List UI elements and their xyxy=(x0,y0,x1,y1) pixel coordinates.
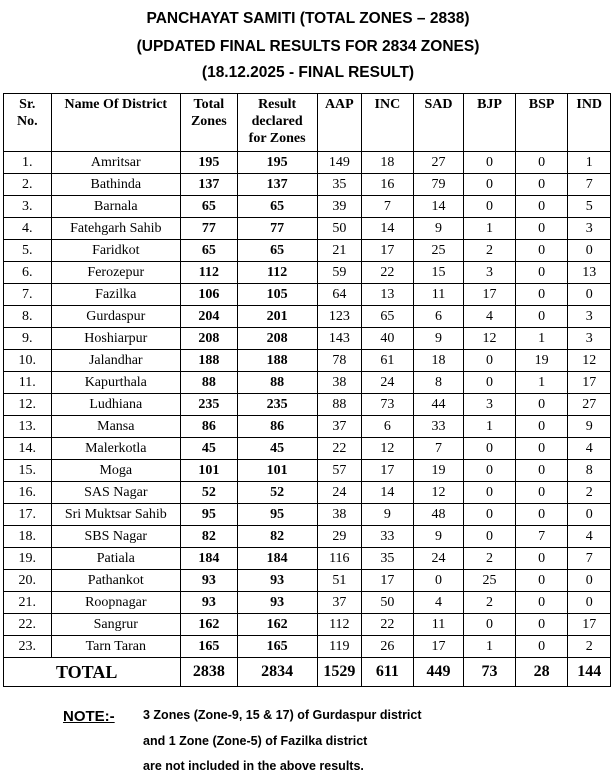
header-sr-no: Sr. No. xyxy=(4,94,52,152)
declared-zones: 201 xyxy=(237,306,317,328)
district-name: Sangrur xyxy=(51,614,180,636)
header-total-zones: Total Zones xyxy=(181,94,238,152)
table-row xyxy=(4,174,611,196)
total-zones: 45 xyxy=(181,438,238,460)
total-zones: 235 xyxy=(181,394,238,416)
total-zones: 195 xyxy=(181,152,238,174)
total-zones: 95 xyxy=(181,504,238,526)
aap-count: 59 xyxy=(317,262,362,284)
page-title: PANCHAYAT SAMITI (TOTAL ZONES – 2838) xyxy=(146,10,470,27)
ind-count: 0 xyxy=(568,504,611,526)
bjp-count: 0 xyxy=(464,460,516,482)
total-zones: 165 xyxy=(181,636,238,658)
total-zones: 106 xyxy=(181,284,238,306)
table-row xyxy=(4,526,611,548)
inc-count: 17 xyxy=(362,570,414,592)
aap-count: 64 xyxy=(317,284,362,306)
district-name: Bathinda xyxy=(51,174,180,196)
ind-count: 7 xyxy=(568,174,611,196)
declared-zones: 93 xyxy=(237,570,317,592)
aap-count: 29 xyxy=(317,526,362,548)
sad-count: 79 xyxy=(413,174,464,196)
ind-count: 5 xyxy=(568,196,611,218)
declared-zones: 93 xyxy=(237,592,317,614)
declared-zones: 86 xyxy=(237,416,317,438)
table-row xyxy=(4,592,611,614)
district-name: Ludhiana xyxy=(51,394,180,416)
bjp-count: 2 xyxy=(464,240,516,262)
bsp-count: 0 xyxy=(515,570,568,592)
bjp-count: 0 xyxy=(464,174,516,196)
total-zones: 101 xyxy=(181,460,238,482)
inc-count: 50 xyxy=(362,592,414,614)
header-bjp: BJP xyxy=(464,94,516,152)
sr-no: 20. xyxy=(4,570,52,592)
sr-no: 5. xyxy=(4,240,52,262)
declared-zones: 95 xyxy=(237,504,317,526)
table-row xyxy=(4,284,611,306)
district-name: Pathankot xyxy=(51,570,180,592)
table-row xyxy=(4,548,611,570)
header-aap: AAP xyxy=(317,94,362,152)
bjp-count: 0 xyxy=(464,526,516,548)
district-name: Amritsar xyxy=(51,152,180,174)
table-row xyxy=(4,196,611,218)
inc-count: 6 xyxy=(362,416,414,438)
inc-count: 17 xyxy=(362,240,414,262)
inc-count: 17 xyxy=(362,460,414,482)
sr-no: 2. xyxy=(4,174,52,196)
note-line: and 1 Zone (Zone-5) of Fazilka district xyxy=(143,734,368,748)
declared-zones: 137 xyxy=(237,174,317,196)
table-row xyxy=(4,570,611,592)
district-name: Roopnagar xyxy=(51,592,180,614)
inc-count: 22 xyxy=(362,614,414,636)
bsp-count: 0 xyxy=(515,240,568,262)
sr-no: 21. xyxy=(4,592,52,614)
aap-count: 88 xyxy=(317,394,362,416)
sr-no: 14. xyxy=(4,438,52,460)
sr-no: 17. xyxy=(4,504,52,526)
aap-count: 116 xyxy=(317,548,362,570)
district-name: Jalandhar xyxy=(51,350,180,372)
declared-zones: 112 xyxy=(237,262,317,284)
table-row xyxy=(4,372,611,394)
declared-zones: 45 xyxy=(237,438,317,460)
aap-count: 35 xyxy=(317,174,362,196)
inc-count: 14 xyxy=(362,218,414,240)
declared-zones: 101 xyxy=(237,460,317,482)
table-row xyxy=(4,152,611,174)
sad-count: 8 xyxy=(413,372,464,394)
total-zones: 112 xyxy=(181,262,238,284)
sr-no: 23. xyxy=(4,636,52,658)
declared-zones: 188 xyxy=(237,350,317,372)
bsp-count: 0 xyxy=(515,460,568,482)
declared-zones: 77 xyxy=(237,218,317,240)
bsp-count: 0 xyxy=(515,438,568,460)
declared-zones: 88 xyxy=(237,372,317,394)
total-zones: 162 xyxy=(181,614,238,636)
sad-count: 33 xyxy=(413,416,464,438)
ind-count: 7 xyxy=(568,548,611,570)
bsp-count: 0 xyxy=(515,196,568,218)
sr-no: 6. xyxy=(4,262,52,284)
aap-count: 57 xyxy=(317,460,362,482)
sad-count: 4 xyxy=(413,592,464,614)
ind-count: 2 xyxy=(568,636,611,658)
total-zones: 88 xyxy=(181,372,238,394)
table-row xyxy=(4,218,611,240)
table-row xyxy=(4,394,611,416)
ind-count: 8 xyxy=(568,460,611,482)
sad-count: 9 xyxy=(413,328,464,350)
aap-count: 143 xyxy=(317,328,362,350)
district-name: Kapurthala xyxy=(51,372,180,394)
inc-count: 35 xyxy=(362,548,414,570)
total-row xyxy=(4,658,611,687)
aap-count: 78 xyxy=(317,350,362,372)
result-date: (18.12.2025 - FINAL RESULT) xyxy=(201,64,415,81)
bjp-count: 3 xyxy=(464,262,516,284)
bsp-count: 7 xyxy=(515,526,568,548)
sad-count: 15 xyxy=(413,262,464,284)
total-zones: 65 xyxy=(181,196,238,218)
bjp-count: 1 xyxy=(464,218,516,240)
sad-count: 44 xyxy=(413,394,464,416)
bjp-count: 0 xyxy=(464,196,516,218)
district-name: Barnala xyxy=(51,196,180,218)
sad-count: 25 xyxy=(413,240,464,262)
bsp-count: 0 xyxy=(515,504,568,526)
table-row xyxy=(4,350,611,372)
aap-count: 21 xyxy=(317,240,362,262)
aap-count: 37 xyxy=(317,416,362,438)
sad-count: 9 xyxy=(413,526,464,548)
sr-no: 1. xyxy=(4,152,52,174)
total-bjp: 73 xyxy=(464,658,516,687)
district-name: Tarn Taran xyxy=(51,636,180,658)
inc-count: 73 xyxy=(362,394,414,416)
bjp-count: 25 xyxy=(464,570,516,592)
sr-no: 8. xyxy=(4,306,52,328)
table-row xyxy=(4,460,611,482)
header-sad: SAD xyxy=(413,94,464,152)
ind-count: 3 xyxy=(568,218,611,240)
district-name: Fatehgarh Sahib xyxy=(51,218,180,240)
inc-count: 9 xyxy=(362,504,414,526)
bsp-count: 0 xyxy=(515,262,568,284)
header-ind: IND xyxy=(568,94,611,152)
total-label: TOTAL xyxy=(4,658,181,687)
sr-no: 3. xyxy=(4,196,52,218)
aap-count: 38 xyxy=(317,372,362,394)
sr-no: 10. xyxy=(4,350,52,372)
aap-count: 123 xyxy=(317,306,362,328)
ind-count: 4 xyxy=(568,438,611,460)
district-name: Moga xyxy=(51,460,180,482)
inc-count: 14 xyxy=(362,482,414,504)
sad-count: 11 xyxy=(413,284,464,306)
inc-count: 33 xyxy=(362,526,414,548)
ind-count: 27 xyxy=(568,394,611,416)
header-row xyxy=(4,94,611,152)
bsp-count: 0 xyxy=(515,482,568,504)
bsp-count: 0 xyxy=(515,416,568,438)
district-name: Sri Muktsar Sahib xyxy=(51,504,180,526)
bjp-count: 0 xyxy=(464,438,516,460)
sad-count: 11 xyxy=(413,614,464,636)
total-zones: 65 xyxy=(181,240,238,262)
sad-count: 14 xyxy=(413,196,464,218)
header-bsp: BSP xyxy=(515,94,568,152)
total-zones: 93 xyxy=(181,570,238,592)
declared-zones: 105 xyxy=(237,284,317,306)
declared-zones: 165 xyxy=(237,636,317,658)
bjp-count: 0 xyxy=(464,372,516,394)
header-district: Name Of District xyxy=(51,94,180,152)
sr-no: 16. xyxy=(4,482,52,504)
total-zones: 82 xyxy=(181,526,238,548)
aap-count: 37 xyxy=(317,592,362,614)
sr-no: 12. xyxy=(4,394,52,416)
note-line: 3 Zones (Zone-9, 15 & 17) of Gurdaspur district xyxy=(143,708,422,722)
sad-count: 27 xyxy=(413,152,464,174)
aap-count: 38 xyxy=(317,504,362,526)
total-sad: 449 xyxy=(413,658,464,687)
district-name: Faridkot xyxy=(51,240,180,262)
ind-count: 13 xyxy=(568,262,611,284)
total-zones: 86 xyxy=(181,416,238,438)
bsp-count: 0 xyxy=(515,394,568,416)
sr-no: 15. xyxy=(4,460,52,482)
total-zones: 93 xyxy=(181,592,238,614)
total-declared: 2834 xyxy=(237,658,317,687)
sad-count: 7 xyxy=(413,438,464,460)
declared-zones: 65 xyxy=(237,196,317,218)
inc-count: 22 xyxy=(362,262,414,284)
sad-count: 12 xyxy=(413,482,464,504)
total-ind: 144 xyxy=(568,658,611,687)
ind-count: 17 xyxy=(568,372,611,394)
bjp-count: 0 xyxy=(464,152,516,174)
table-row xyxy=(4,240,611,262)
aap-count: 50 xyxy=(317,218,362,240)
bsp-count: 1 xyxy=(515,372,568,394)
district-name: Gurdaspur xyxy=(51,306,180,328)
bsp-count: 19 xyxy=(515,350,568,372)
bsp-count: 0 xyxy=(515,614,568,636)
declared-zones: 208 xyxy=(237,328,317,350)
aap-count: 51 xyxy=(317,570,362,592)
sr-no: 18. xyxy=(4,526,52,548)
total-zones: 2838 xyxy=(181,658,238,687)
bjp-count: 0 xyxy=(464,350,516,372)
ind-count: 3 xyxy=(568,328,611,350)
table-row xyxy=(4,306,611,328)
ind-count: 3 xyxy=(568,306,611,328)
district-name: Mansa xyxy=(51,416,180,438)
aap-count: 149 xyxy=(317,152,362,174)
declared-zones: 52 xyxy=(237,482,317,504)
aap-count: 22 xyxy=(317,438,362,460)
inc-count: 18 xyxy=(362,152,414,174)
bjp-count: 4 xyxy=(464,306,516,328)
inc-count: 65 xyxy=(362,306,414,328)
sr-no: 13. xyxy=(4,416,52,438)
total-zones: 77 xyxy=(181,218,238,240)
ind-count: 12 xyxy=(568,350,611,372)
ind-count: 2 xyxy=(568,482,611,504)
bjp-count: 0 xyxy=(464,482,516,504)
total-zones: 184 xyxy=(181,548,238,570)
table-row xyxy=(4,416,611,438)
ind-count: 0 xyxy=(568,570,611,592)
page-subtitle: (UPDATED FINAL RESULTS FOR 2834 ZONES) xyxy=(136,38,480,55)
district-name: Ferozepur xyxy=(51,262,180,284)
aap-count: 39 xyxy=(317,196,362,218)
district-name: SBS Nagar xyxy=(51,526,180,548)
results-table xyxy=(3,93,611,687)
bjp-count: 2 xyxy=(464,548,516,570)
bsp-count: 1 xyxy=(515,328,568,350)
sr-no: 19. xyxy=(4,548,52,570)
total-aap: 1529 xyxy=(317,658,362,687)
inc-count: 16 xyxy=(362,174,414,196)
declared-zones: 65 xyxy=(237,240,317,262)
bsp-count: 0 xyxy=(515,174,568,196)
sad-count: 19 xyxy=(413,460,464,482)
table-row xyxy=(4,614,611,636)
declared-zones: 235 xyxy=(237,394,317,416)
bsp-count: 0 xyxy=(515,284,568,306)
bsp-count: 0 xyxy=(515,548,568,570)
sad-count: 0 xyxy=(413,570,464,592)
header-inc: INC xyxy=(362,94,414,152)
sr-no: 7. xyxy=(4,284,52,306)
total-zones: 52 xyxy=(181,482,238,504)
sad-count: 18 xyxy=(413,350,464,372)
declared-zones: 184 xyxy=(237,548,317,570)
district-name: Fazilka xyxy=(51,284,180,306)
sr-no: 4. xyxy=(4,218,52,240)
declared-zones: 195 xyxy=(237,152,317,174)
table-row xyxy=(4,636,611,658)
district-name: Hoshiarpur xyxy=(51,328,180,350)
inc-count: 40 xyxy=(362,328,414,350)
inc-count: 26 xyxy=(362,636,414,658)
declared-zones: 162 xyxy=(237,614,317,636)
bjp-count: 0 xyxy=(464,504,516,526)
ind-count: 4 xyxy=(568,526,611,548)
ind-count: 0 xyxy=(568,284,611,306)
total-zones: 208 xyxy=(181,328,238,350)
header-result-declared: Result declared for Zones xyxy=(237,94,317,152)
district-name: Malerkotla xyxy=(51,438,180,460)
bsp-count: 0 xyxy=(515,306,568,328)
note-line: are not included in the above results. xyxy=(143,759,364,773)
sad-count: 48 xyxy=(413,504,464,526)
bjp-count: 1 xyxy=(464,636,516,658)
total-zones: 137 xyxy=(181,174,238,196)
sad-count: 6 xyxy=(413,306,464,328)
bsp-count: 0 xyxy=(515,218,568,240)
table-row xyxy=(4,504,611,526)
bjp-count: 2 xyxy=(464,592,516,614)
table-row xyxy=(4,438,611,460)
sad-count: 17 xyxy=(413,636,464,658)
sr-no: 9. xyxy=(4,328,52,350)
table-row xyxy=(4,482,611,504)
ind-count: 9 xyxy=(568,416,611,438)
bjp-count: 12 xyxy=(464,328,516,350)
district-name: SAS Nagar xyxy=(51,482,180,504)
declared-zones: 82 xyxy=(237,526,317,548)
ind-count: 0 xyxy=(568,592,611,614)
ind-count: 1 xyxy=(568,152,611,174)
sad-count: 9 xyxy=(413,218,464,240)
table-row xyxy=(4,262,611,284)
table-row xyxy=(4,328,611,350)
total-zones: 188 xyxy=(181,350,238,372)
aap-count: 112 xyxy=(317,614,362,636)
bjp-count: 17 xyxy=(464,284,516,306)
total-bsp: 28 xyxy=(515,658,568,687)
bsp-count: 0 xyxy=(515,152,568,174)
note-label: NOTE:- xyxy=(63,708,115,725)
sr-no: 22. xyxy=(4,614,52,636)
total-inc: 611 xyxy=(362,658,414,687)
inc-count: 24 xyxy=(362,372,414,394)
inc-count: 61 xyxy=(362,350,414,372)
district-name: Patiala xyxy=(51,548,180,570)
bjp-count: 3 xyxy=(464,394,516,416)
bsp-count: 0 xyxy=(515,592,568,614)
ind-count: 17 xyxy=(568,614,611,636)
inc-count: 7 xyxy=(362,196,414,218)
inc-count: 12 xyxy=(362,438,414,460)
sad-count: 24 xyxy=(413,548,464,570)
total-zones: 204 xyxy=(181,306,238,328)
bsp-count: 0 xyxy=(515,636,568,658)
bjp-count: 1 xyxy=(464,416,516,438)
ind-count: 0 xyxy=(568,240,611,262)
aap-count: 119 xyxy=(317,636,362,658)
aap-count: 24 xyxy=(317,482,362,504)
sr-no: 11. xyxy=(4,372,52,394)
bjp-count: 0 xyxy=(464,614,516,636)
inc-count: 13 xyxy=(362,284,414,306)
